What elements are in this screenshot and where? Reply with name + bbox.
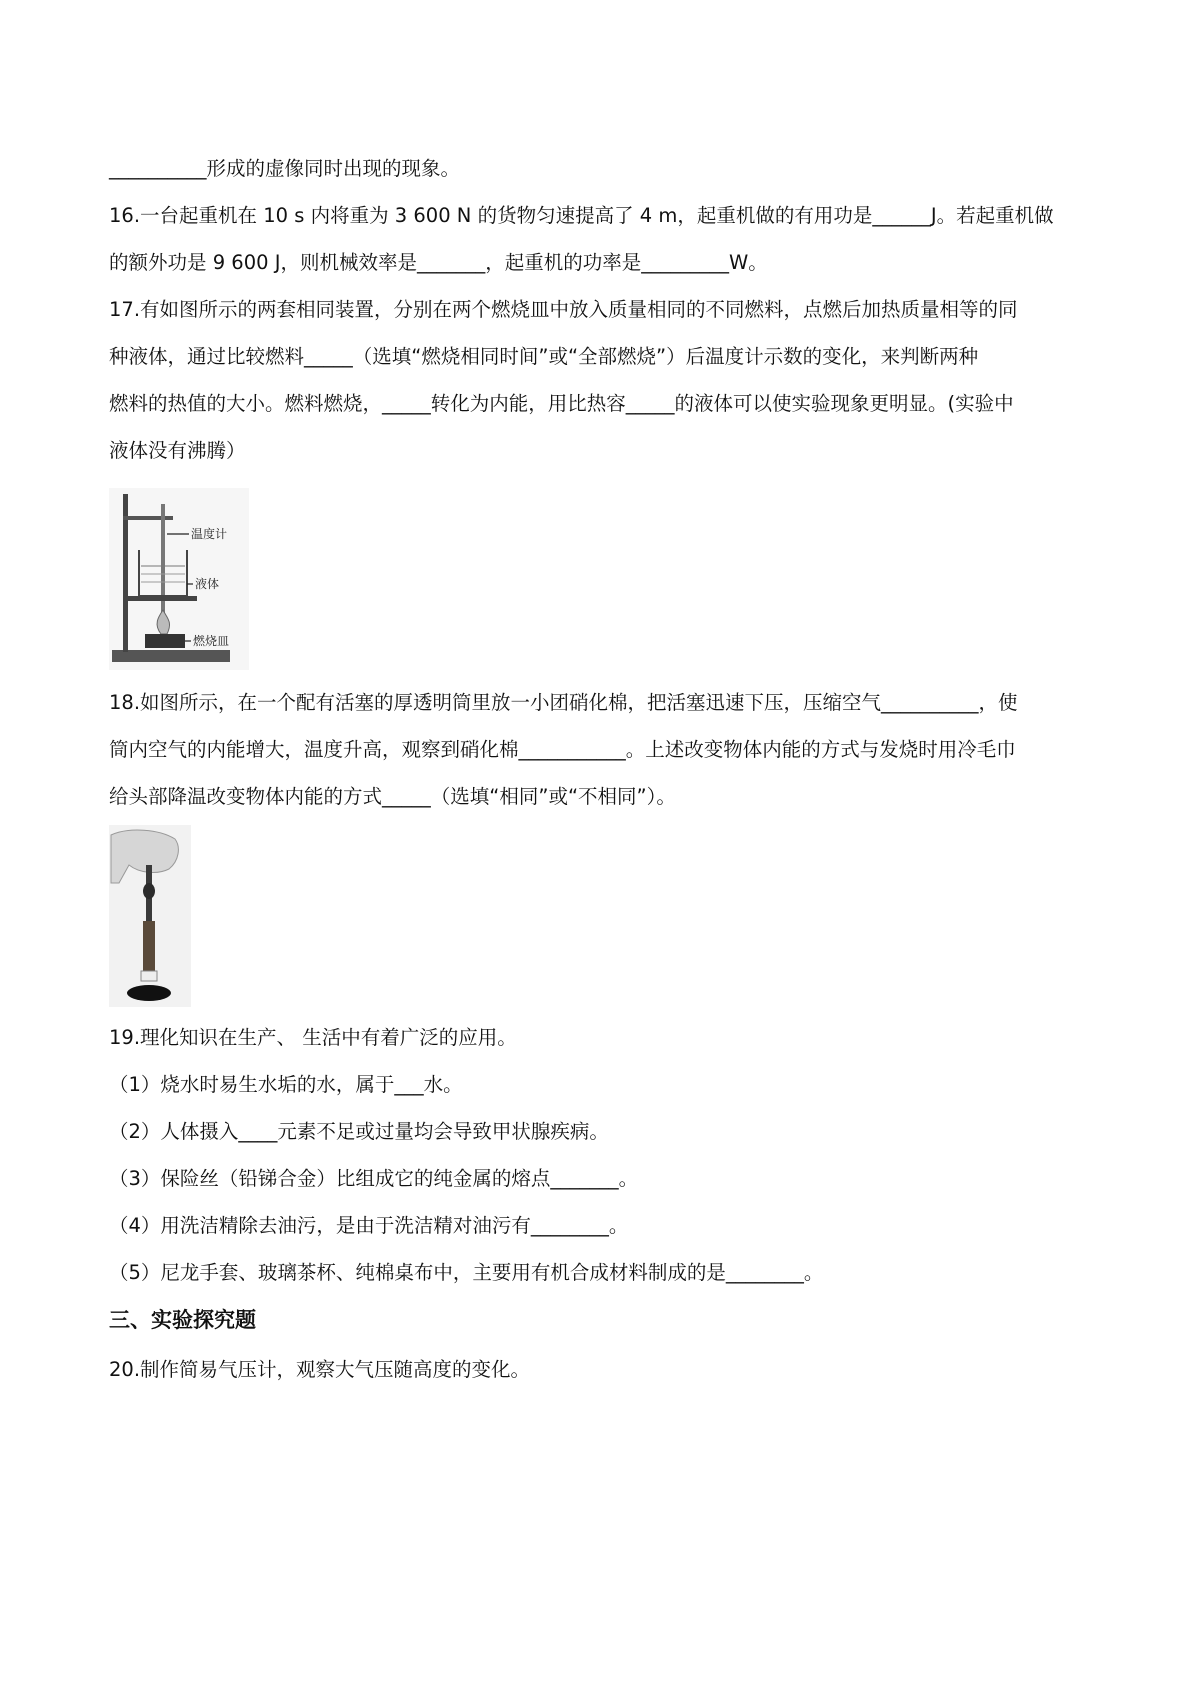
question-16-line-2: 的额外功是 9 600 J，则机械效率是_______，起重机的功率是_________W。	[109, 251, 768, 274]
tube-base	[127, 985, 171, 1001]
text-line-15-end: __________形成的虚像同时出现的现象。	[109, 157, 461, 180]
heating-apparatus-figure	[109, 488, 249, 670]
question-19-part-2: （2）人体摄入____元素不足或过量均会导致甲状腺疾病。	[109, 1120, 609, 1143]
question-17-line-2: 种液体，通过比较燃料_____（选填“燃烧相同时间”或“全部燃烧”）后温度计示数的变化，来判断两种	[109, 345, 979, 368]
question-17-line-3: 燃料的热值的大小。燃料燃烧，_____转化为内能，用比热容_____的液体可以使实验现象更明显。(实验中	[109, 392, 1014, 415]
question-19-part-5: （5）尼龙手套、玻璃茶杯、纯棉桌布中，主要用有机合成材料制成的是________。	[109, 1261, 824, 1284]
question-19-stem: 19.理化知识在生产、 生活中有着广泛的应用。	[109, 1026, 517, 1049]
question-18-line-1: 18.如图所示，在一个配有活塞的厚透明筒里放一小团硝化棉，把活塞迅速下压，压缩空气__________，使	[109, 691, 1018, 714]
question-19-part-4: （4）用洗洁精除去油污，是由于洗洁精对油污有________。	[109, 1214, 629, 1237]
question-18-line-2: 筒内空气的内能增大，温度升高，观察到硝化棉___________。上述改变物体内能的方式与发烧时用冷毛巾	[109, 738, 1016, 761]
piston-tube-figure	[109, 825, 191, 1007]
label-burner-dish: 燃烧皿	[193, 634, 230, 648]
label-liquid: 液体	[195, 577, 220, 591]
question-16-line-1: 16.一台起重机在 10 s 内将重为 3 600 N 的货物匀速提高了 4 m，起重机做的有用功是______J。若起重机做	[109, 204, 1054, 227]
question-18-line-3: 给头部降温改变物体内能的方式_____（选填“相同”或“不相同”）。	[109, 785, 676, 808]
burner-dish	[145, 634, 185, 648]
label-thermometer: 温度计	[191, 527, 228, 541]
section-heading: 三、实验探究题	[109, 1308, 256, 1332]
question-19-part-3: （3）保险丝（铅锑合金）比组成它的纯金属的熔点_______。	[109, 1167, 639, 1190]
transparent-tube	[143, 921, 155, 977]
question-17-line-4: 液体没有沸腾）	[109, 439, 246, 462]
question-17-line-1: 17.有如图所示的两套相同装置，分别在两个燃烧皿中放入质量相同的不同燃料，点燃后加热质量相等的同	[109, 298, 1018, 321]
question-19-part-1: （1）烧水时易生水垢的水，属于___水。	[109, 1073, 463, 1096]
question-20-stem: 20.制作简易气压计，观察大气压随高度的变化。	[109, 1358, 531, 1381]
stand-base	[112, 650, 230, 662]
